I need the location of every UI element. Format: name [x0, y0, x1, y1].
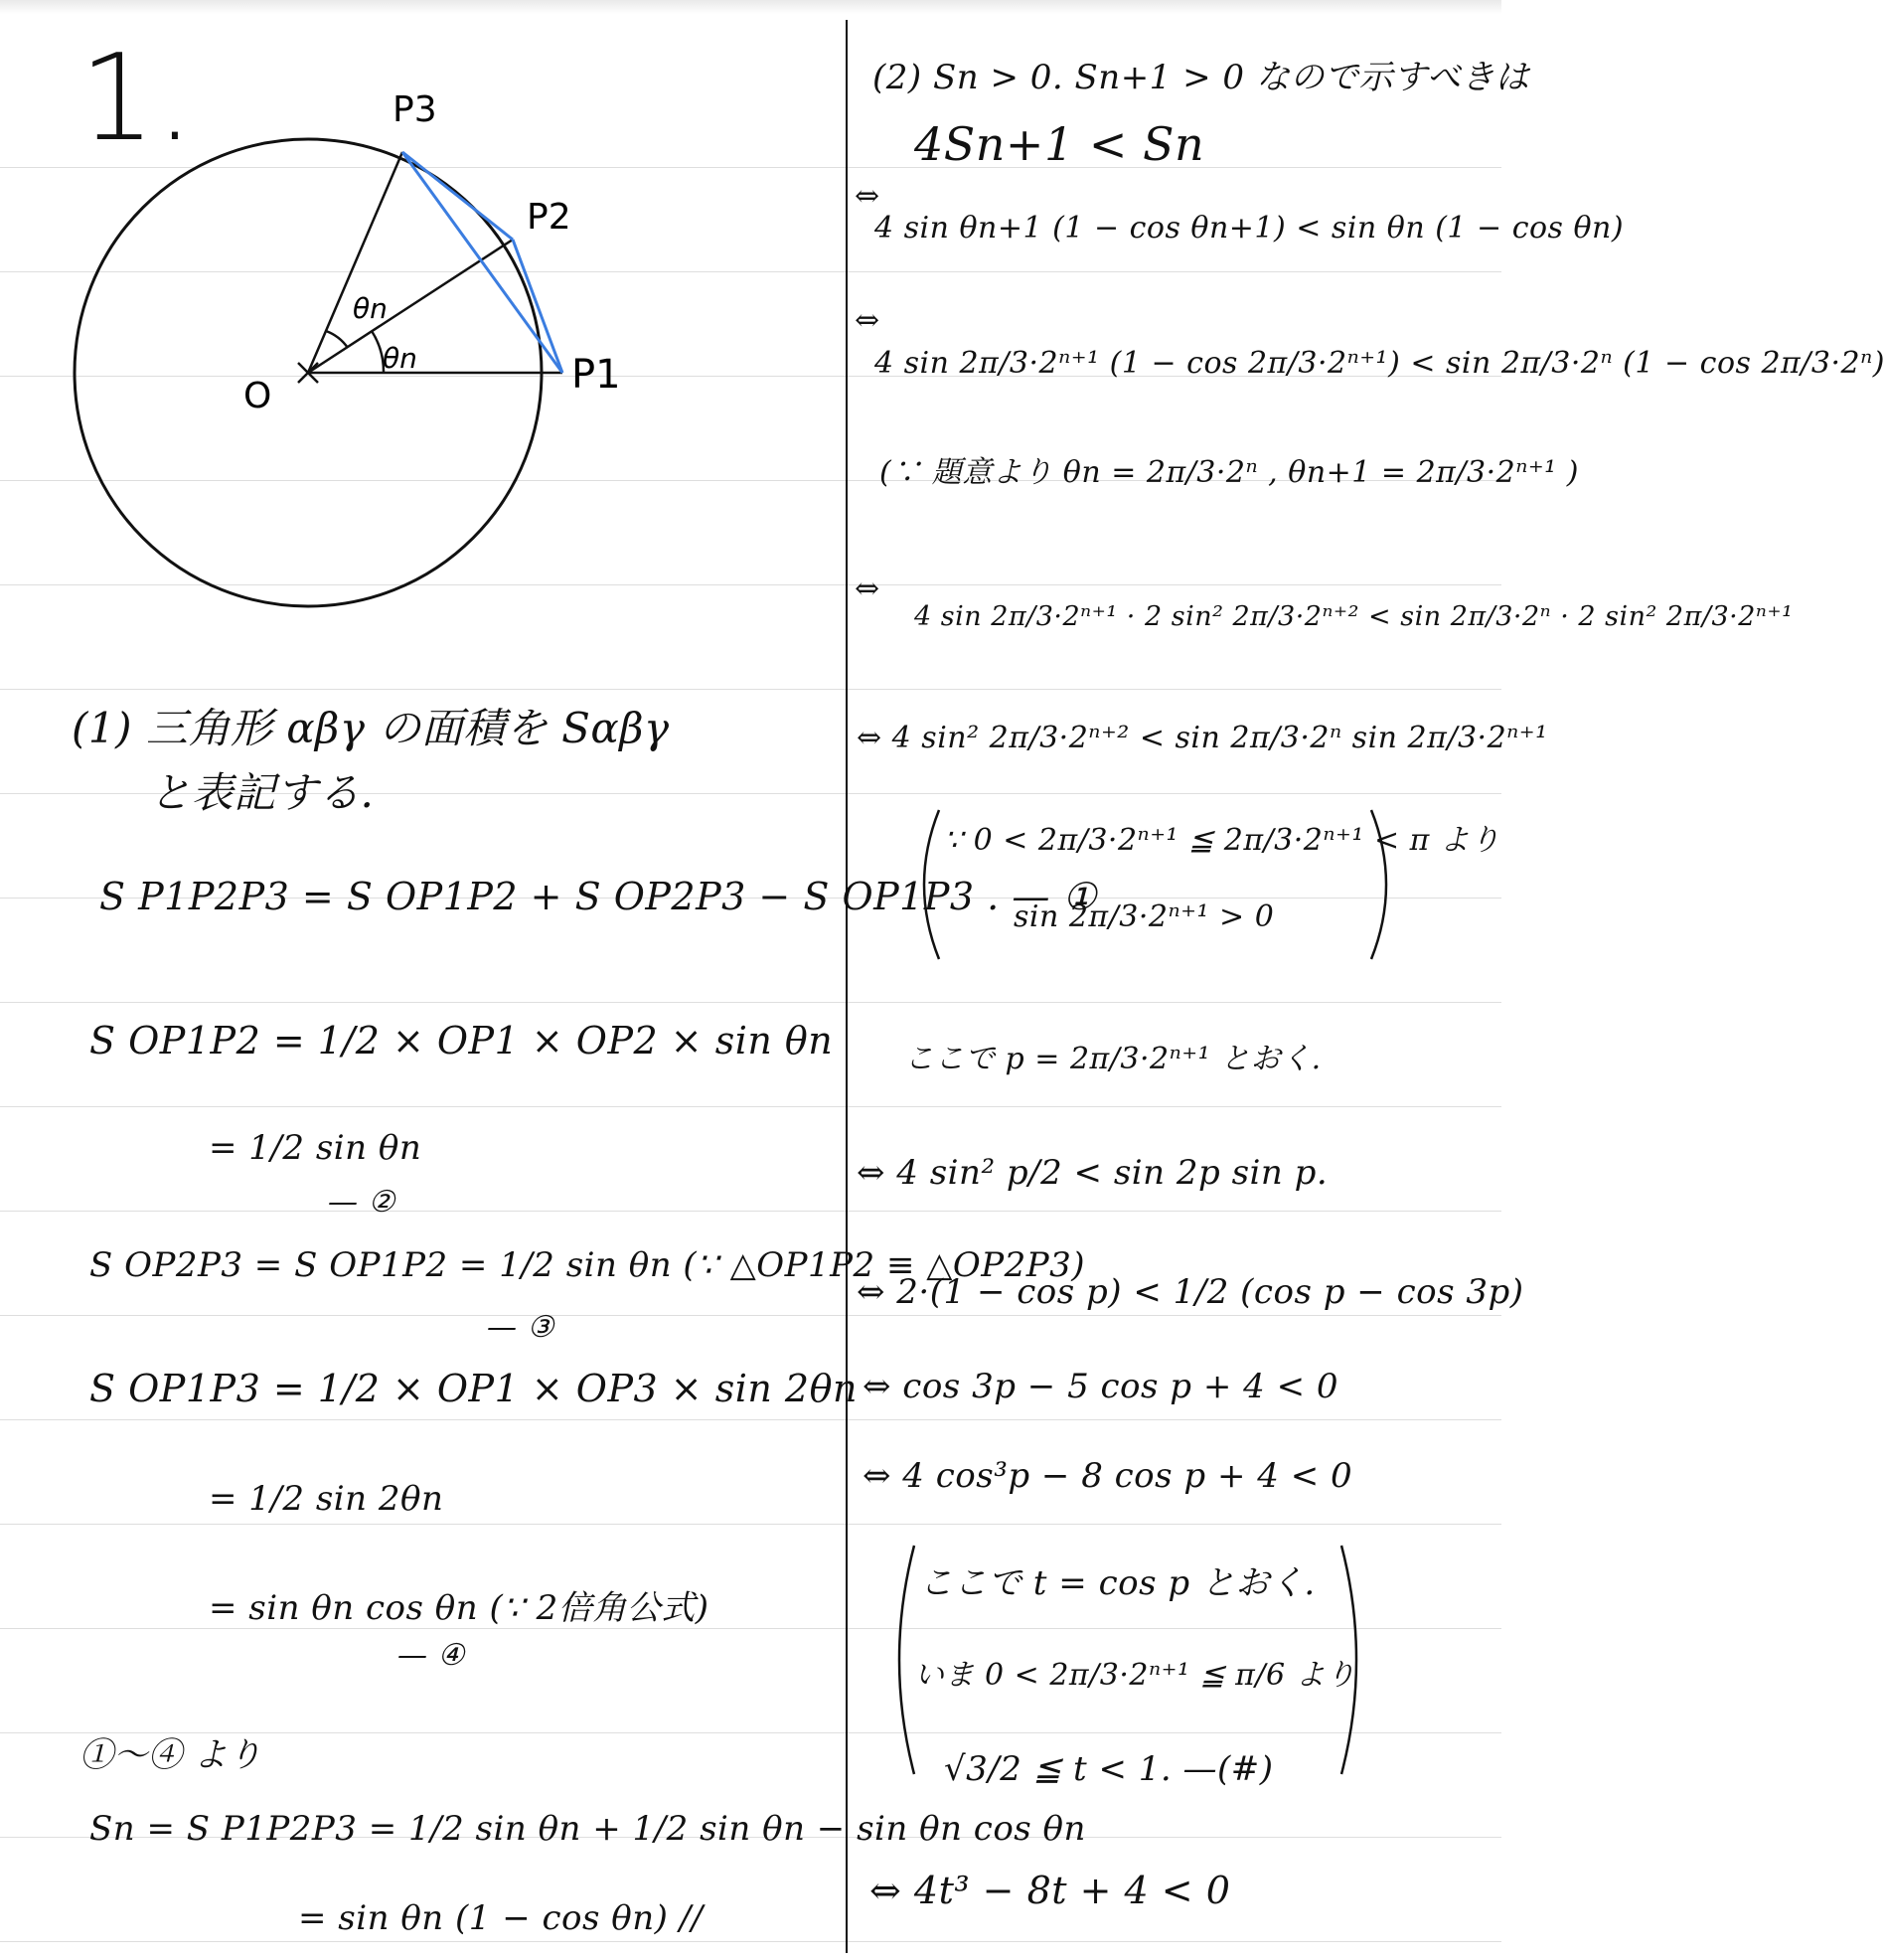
top-shadow: [0, 0, 1501, 14]
equivalence-mark: ⇔: [855, 303, 880, 338]
label-p2: P2: [527, 197, 571, 238]
radius-op3: [308, 152, 402, 373]
angle-arc-2: [326, 331, 348, 348]
step-3: 4 sin θn+1 (1 − cos θn+1) < sin θn (1 − cos θn): [874, 211, 1625, 245]
step-4: 4 sin 2π/3·2ⁿ⁺¹ (1 − cos 2π/3·2ⁿ⁺¹) < sin 2π/3·2ⁿ (1 − cos 2π/3·2ⁿ): [874, 346, 1885, 381]
label-theta-lower: θn: [383, 342, 417, 375]
part2-intro: (2) Sn > 0. Sn+1 > 0 なので示すべきは: [872, 58, 1530, 97]
step-14: ⇔ 4 cos³p − 8 cos p + 4 < 0: [863, 1456, 1353, 1496]
step-15: ここで t = cos p とおく.: [919, 1563, 1316, 1603]
from-equations-note: ①〜④ より: [79, 1735, 262, 1775]
label-p1: P1: [571, 352, 621, 398]
step-7: ⇔ 4 sin² 2π/3·2ⁿ⁺² < sin 2π/3·2ⁿ sin 2π/3·2ⁿ⁺¹: [857, 721, 1548, 755]
ruled-line: [0, 689, 1501, 690]
ruled-line: [0, 1524, 1501, 1525]
ruled-line: [0, 1941, 1501, 1942]
equation-4b: = 1/2 sin 2θn: [209, 1479, 444, 1519]
ruled-line: [0, 1106, 1501, 1107]
label-p3: P3: [393, 89, 437, 130]
step-8-reason: ∵ 0 < 2π/3·2ⁿ⁺¹ ≦ 2π/3·2ⁿ⁺¹ < π より: [944, 823, 1500, 858]
step-16: いま 0 < 2π/3·2ⁿ⁺¹ ≦ π/6 より: [914, 1658, 1356, 1693]
equation-4c: = sin θn cos θn (∵ 2倍角公式): [209, 1588, 709, 1628]
sn-result-final: = sin θn (1 − cos θn) //: [298, 1898, 704, 1938]
step-10: ここで p = 2π/3·2ⁿ⁺¹ とおく.: [904, 1042, 1322, 1076]
equation-3-tag: — ③: [487, 1310, 554, 1345]
equation-1: S P1P2P3 = S OP1P2 + S OP2P3 − S OP1P3 . — ①: [99, 875, 1097, 918]
bracket-left: [909, 805, 949, 964]
step-12: ⇔ 2·(1 − cos p) < 1/2 (cos p − cos 3p): [857, 1272, 1524, 1312]
label-o: O: [243, 376, 272, 416]
step-11: ⇔ 4 sin² p/2 < sin 2p sin p.: [857, 1153, 1329, 1193]
equivalence-mark: ⇔: [855, 179, 880, 214]
equation-3: S OP2P3 = S OP1P2 = 1/2 sin θn (∵ △OP1P2 ≡ △OP2P3): [89, 1245, 1086, 1285]
equation-2a: S OP1P2 = 1/2 × OP1 × OP2 × sin θn: [89, 1019, 834, 1062]
step-6: 4 sin 2π/3·2ⁿ⁺¹ · 2 sin² 2π/3·2ⁿ⁺² < sin 2π/3·2ⁿ · 2 sin² 2π/3·2ⁿ⁺¹: [914, 601, 1794, 632]
sn-result: Sn = S P1P2P3 = 1/2 sin θn + 1/2 sin θn − sin θn cos θn: [89, 1809, 1086, 1849]
equation-4a: S OP1P3 = 1/2 × OP1 × OP3 × sin 2θn: [89, 1367, 858, 1410]
chord-p1p2: [513, 240, 562, 373]
step-5-reason: (∵ 題意より θn = 2π/3·2ⁿ , θn+1 = 2π/3·2ⁿ⁺¹ ): [879, 455, 1579, 490]
bracket-right: [1332, 1541, 1371, 1779]
column-divider: [846, 20, 848, 1953]
ruled-line: [0, 1419, 1501, 1420]
equation-2-tag: — ②: [328, 1185, 395, 1220]
ruled-line: [0, 1211, 1501, 1212]
equation-2b: = 1/2 sin θn: [209, 1128, 422, 1168]
bracket-right: [1361, 805, 1401, 964]
equivalence-mark: ⇔: [855, 572, 880, 606]
chord-p1p3: [402, 152, 562, 373]
problem-number: 1.: [79, 30, 195, 168]
label-theta-upper: θn: [353, 292, 388, 325]
ruled-line: [0, 1315, 1501, 1316]
part1-intro-line2: と表記する.: [149, 768, 375, 817]
bracket-left: [884, 1541, 924, 1779]
part1-intro-line1: (1) 三角形 αβγ の面積を Sαβγ: [72, 704, 670, 752]
step-13: ⇔ cos 3p − 5 cos p + 4 < 0: [863, 1367, 1339, 1406]
ruled-line: [0, 1002, 1501, 1003]
step-18: ⇔ 4t³ − 8t + 4 < 0: [869, 1869, 1231, 1912]
inequality-goal: 4Sn+1 < Sn: [914, 117, 1205, 171]
step-9-reason: sin 2π/3·2ⁿ⁺¹ > 0: [1014, 899, 1275, 934]
circle-figure: [60, 80, 775, 636]
equation-4-tag: — ④: [397, 1638, 465, 1673]
step-17: √3/2 ≦ t < 1. —(#): [944, 1749, 1274, 1789]
